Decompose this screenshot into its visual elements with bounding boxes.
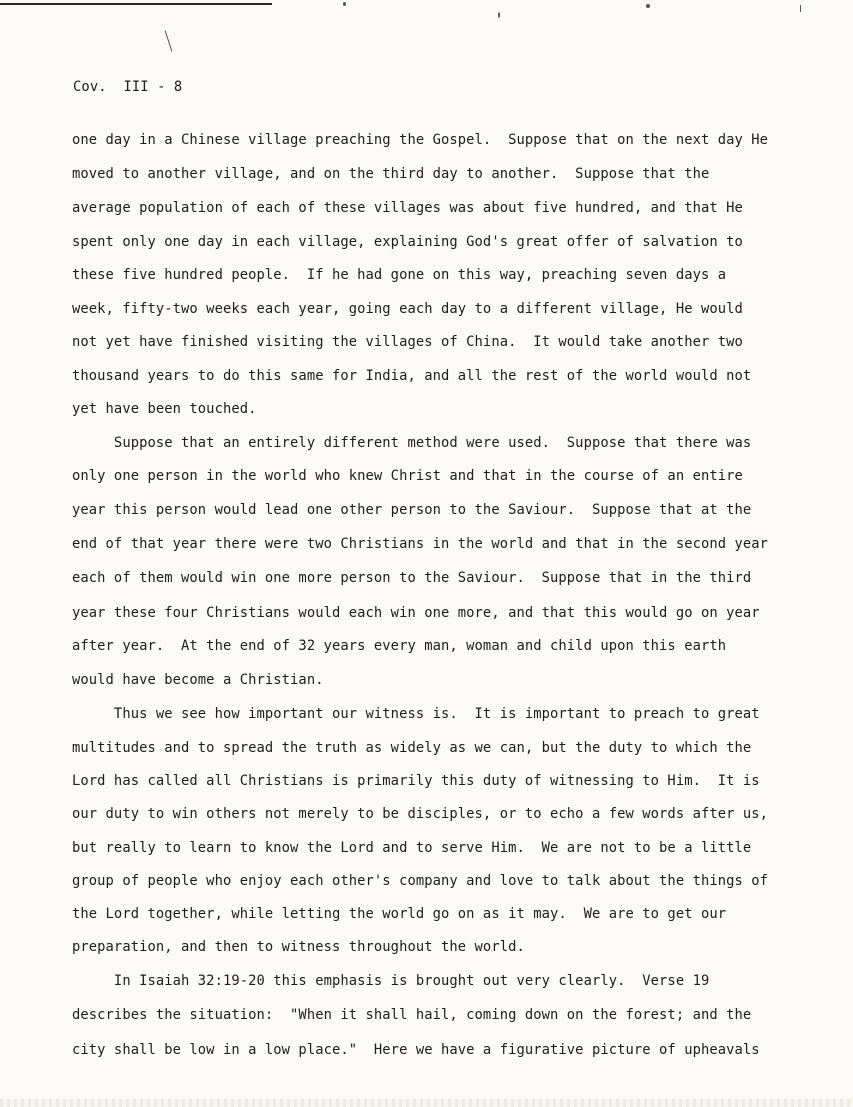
text-line: describes the situation: "When it shall hail, coming down on the forest; and the [72,1007,752,1023]
text-line: each of them would win one more person to the Saviour. Suppose that in the third [72,570,752,586]
scan-bottom-edge [0,1099,853,1107]
page-header: Cov. III - 8 [73,79,183,95]
scan-speck [498,12,500,18]
text-line: average population of each of these villages was about five hundred, and that He [72,200,743,216]
top-edge-rule [0,3,272,5]
text-line: would have become a Christian. [72,672,324,688]
text-line: the Lord together, while letting the world go on as it may. We are to get our [72,906,727,922]
text-line: group of people who enjoy each other's company and love to talk about the things of [72,873,769,889]
text-line: yet have been touched. [72,401,257,417]
text-line: Lord has called all Christians is primarily this duty of witnessing to Him. It is [72,773,760,789]
text-line: Suppose that an entirely different method were used. Suppose that there was [72,435,752,451]
text-line: one day in a Chinese village preaching the Gospel. Suppose that on the next day He [72,132,769,148]
text-line: but really to learn to know the Lord and to serve Him. We are not to be a little [72,840,752,856]
text-line: multitudes and to spread the truth as widely as we can, but the duty to which the [72,740,752,756]
text-line: our duty to win others not merely to be disciples, or to echo a few words after us, [72,806,769,822]
text-line: preparation, and then to witness throughout the world. [72,939,525,955]
scan-speck [165,30,173,51]
text-line: city shall be low in a low place." Here we have a figurative picture of upheavals [72,1042,760,1058]
text-line: end of that year there were two Christians in the world and that in the second year [72,536,769,552]
scan-speck [800,5,801,12]
scan-speck [646,4,650,8]
text-line: year these four Christians would each win one more, and that this would go on year [72,605,760,621]
text-line: year this person would lead one other person to the Saviour. Suppose that at the [72,502,752,518]
text-line: moved to another village, and on the third day to another. Suppose that the [72,166,710,182]
text-line: Thus we see how important our witness is. It is important to preach to great [72,706,760,722]
text-line: thousand years to do this same for India, and all the rest of the world would not [72,368,752,384]
scan-speck [343,2,346,6]
text-line: these five hundred people. If he had gone on this way, preaching seven days a [72,267,727,283]
text-line: only one person in the world who knew Christ and that in the course of an entire [72,468,743,484]
text-line: after year. At the end of 32 years every man, woman and child upon this earth [72,638,727,654]
text-line: In Isaiah 32:19-20 this emphasis is brought out very clearly. Verse 19 [72,973,710,989]
text-line: week, fifty-two weeks each year, going each day to a different village, He would [72,301,743,317]
text-line: not yet have finished visiting the villages of China. It would take another two [72,334,743,350]
text-line: spent only one day in each village, explaining God's great offer of salvation to [72,234,743,250]
